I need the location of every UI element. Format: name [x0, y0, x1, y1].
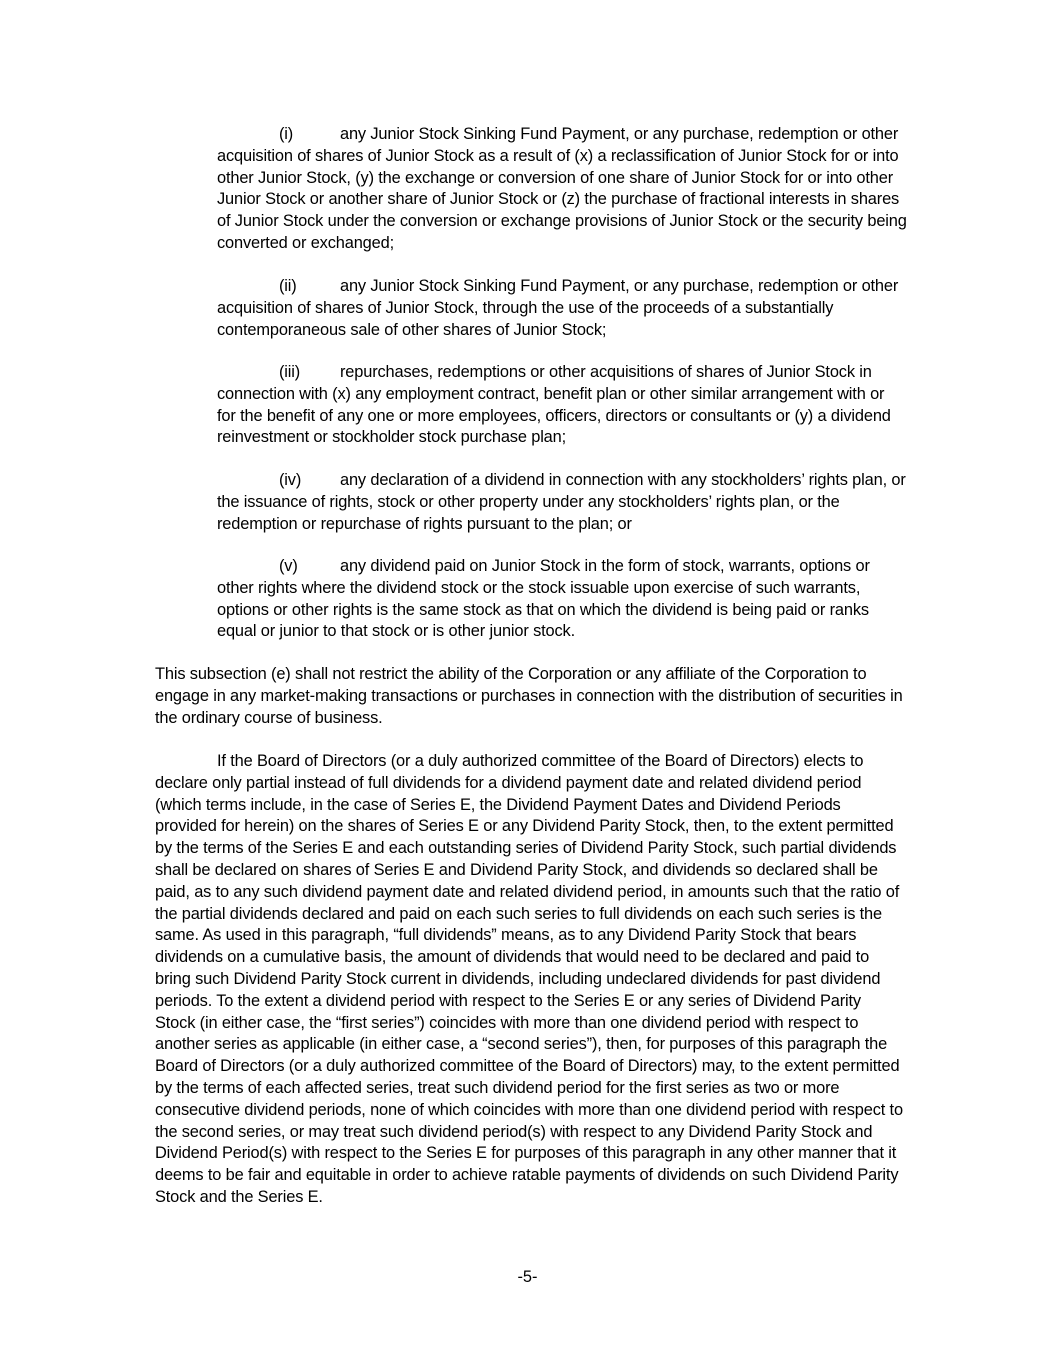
item-number: (v) — [279, 557, 298, 575]
item-text: any declaration of a dividend in connection with any stockholders’ rights plan, or the issuance of rights, stock or other property under any stockholders’ rights plan, or the redemption or repurchase of rights pursuant to the plan; or — [217, 471, 906, 533]
item-text: repurchases, redemptions or other acquisitions of shares of Junior Stock in connection with (x) any employment contract, benefit plan or other similar arrangement with or for the benefit of any one or more employees, officers, directors or consultants or (y) a dividend reinvestment or stockholder stock purchase plan; — [217, 363, 891, 447]
list-item — [217, 362, 907, 449]
item-number: (ii) — [279, 277, 297, 295]
list-item — [217, 124, 907, 255]
list-item — [217, 556, 907, 643]
board-paragraph: If the Board of Directors (or a duly authorized committee of the Board of Directors) elects to declare only partial instead of full dividends for a dividend payment date and related dividend period (which terms include, in the case of Series E, the Dividend Payment Dates and Dividend Periods provided for herein) on the shares of Series E or any Dividend Parity Stock, then, to the extent permitted by the terms of the Series E and each outstanding series of Dividend Parity Stock, such partial dividends shall be declared on shares of Series E and Dividend Parity Stock, and dividends so declared shall be paid, as to any such dividend payment date and related dividend period, in amounts such that the ratio of the partial dividends declared and paid on each such series to full dividends on each such series is the same. As used in this paragraph, “full dividends” means, as to any Dividend Parity Stock that bears dividends on a cumulative basis, the amount of dividends that would need to be declared and paid to bring such Dividend Parity Stock current in dividends, including undeclared dividends for past dividend periods. To the extent a dividend period with respect to the Series E or any series of Dividend Parity Stock (in either case, the “first series”) coincides with more than one dividend period with respect to another series as applicable (in either case, a “second series”), then, for purposes of this paragraph the Board of Directors (or a duly authorized committee of the Board of Directors) may, to the extent permitted by the terms of each affected series, treat such dividend period for the first series as two or more consecutive dividend periods, none of which coincides with more than one dividend period with respect to the second series, or may treat such dividend period(s) with respect to any Dividend Parity Stock and Dividend Period(s) with respect to the Series E for purposes of this paragraph in any other manner that it deems to be fair and equitable in order to achieve ratable payments of dividends on such Dividend Parity Stock and the Series E. — [155, 752, 903, 1206]
item-number: (i) — [279, 125, 294, 143]
item-text: any dividend paid on Junior Stock in the form of stock, warrants, options or other rights where the dividend stock or the stock issuable upon exercise of such warrants, options or other rights is the same stock as that on which the dividend is being paid or ranks equal or junior to that stock or is other junior stock. — [217, 557, 870, 641]
item-number: (iv) — [279, 471, 302, 489]
subsection-paragraph: This subsection (e) shall not restrict the ability of the Corporation or any affiliate of the Corporation to engage in any market-making transactions or purchases in connection with the distribution of securities in the ordinary course of business. — [155, 665, 903, 727]
page-number: -5- — [517, 1268, 538, 1286]
list-item — [217, 276, 907, 341]
item-text: any Junior Stock Sinking Fund Payment, or any purchase, redemption or other acquisition of shares of Junior Stock as a result of (x) a reclassification of Junior Stock for or into other Junior Stock, (y) the exchange or conversion of one share of Junior Stock for or into other Junior Stock or another share of Junior Stock or (z) the purchase of fractional interests in shares of Junior Stock under the conversion or exchange provisions of Junior Stock or the security being converted or exchanged; — [217, 125, 907, 252]
item-text: any Junior Stock Sinking Fund Payment, or any purchase, redemption or other acquisition of shares of Junior Stock, through the use of the proceeds of a substantially contemporaneous sale of other shares of Junior Stock; — [217, 277, 899, 339]
item-number: (iii) — [279, 363, 301, 381]
list-item — [217, 470, 907, 535]
